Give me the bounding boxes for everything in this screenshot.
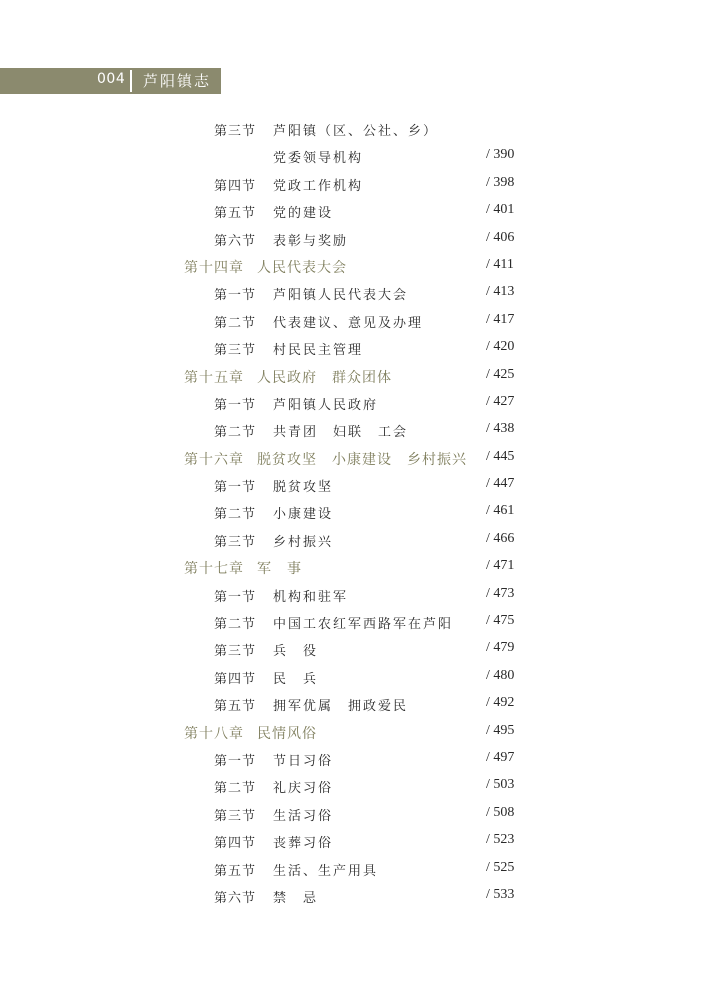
toc-section-row [0, 144, 711, 171]
page-reference: / 406 [486, 229, 515, 245]
chapter-title: 人民代表大会 [257, 259, 347, 276]
page-reference: / 473 [486, 585, 515, 601]
section-number: 第三节 [214, 808, 257, 824]
toc-section-row [0, 857, 711, 884]
section-title: 脱贫攻坚 [273, 480, 334, 496]
page-reference: / 475 [486, 613, 515, 629]
toc-chapter-row [0, 254, 711, 281]
toc-chapter-row [0, 720, 711, 747]
section-title: 节日习俗 [273, 753, 334, 769]
page-reference: / 525 [486, 859, 515, 875]
header-page-number: 004 [97, 71, 126, 87]
toc-section-row [0, 829, 711, 856]
chapter-number: 第十八章 [184, 725, 244, 742]
toc-section-row [0, 610, 711, 637]
toc-section-row [0, 802, 711, 829]
toc-section-row [0, 336, 711, 363]
toc-section-row [0, 665, 711, 692]
section-title: 兵 役 [273, 644, 319, 660]
section-title: 生活习俗 [273, 808, 334, 824]
chapter-number: 第十七章 [184, 561, 244, 578]
header-divider [130, 70, 132, 92]
toc-section-row [0, 747, 711, 774]
page-reference: / 466 [486, 530, 515, 546]
section-title: 生活、生产用具 [273, 863, 379, 879]
section-title: 机构和驻军 [273, 589, 349, 605]
section-title: 丧葬习俗 [273, 836, 334, 852]
page-reference: / 411 [486, 256, 514, 272]
toc-section-row [0, 473, 711, 500]
page-reference: / 497 [486, 749, 515, 765]
section-title: 共青团 妇联 工会 [273, 425, 409, 441]
toc-chapter-row [0, 364, 711, 391]
section-number: 第四节 [214, 178, 257, 194]
toc-chapter-row [0, 446, 711, 473]
section-title: 民 兵 [273, 671, 319, 687]
toc-section-row [0, 309, 711, 336]
toc-section-row [0, 774, 711, 801]
section-title: 乡村振兴 [273, 534, 334, 550]
section-number: 第五节 [214, 863, 257, 879]
page-reference: / 508 [486, 804, 515, 820]
section-number: 第一节 [214, 589, 257, 605]
header-book-title: 芦阳镇志 [143, 72, 212, 90]
toc-section-row [0, 227, 711, 254]
section-number: 第二节 [214, 425, 257, 441]
section-title: 表彰与奖励 [273, 233, 349, 249]
page-reference: / 413 [486, 284, 515, 300]
section-title: 芦阳镇人民政府 [273, 397, 379, 413]
section-number: 第六节 [214, 890, 257, 906]
page-reference: / 447 [486, 476, 515, 492]
chapter-title: 脱贫攻坚 小康建设 乡村振兴 [257, 451, 467, 468]
section-title: 代表建议、意见及办理 [273, 315, 424, 331]
section-number: 第一节 [214, 288, 257, 304]
chapter-number: 第十五章 [184, 369, 244, 386]
section-number: 第三节 [214, 343, 257, 359]
page-reference: / 390 [486, 147, 515, 163]
section-number: 第二节 [214, 315, 257, 331]
section-title: 党政工作机构 [273, 178, 364, 194]
chapter-number: 第十四章 [184, 259, 244, 276]
toc-section-row [0, 391, 711, 418]
section-number: 第四节 [214, 836, 257, 852]
toc-section-row [0, 528, 711, 555]
section-number: 第二节 [214, 507, 257, 523]
page-reference: / 398 [486, 174, 515, 190]
chapter-number: 第十六章 [184, 451, 244, 468]
section-number: 第五节 [214, 699, 257, 715]
section-title: 村民民主管理 [273, 343, 364, 359]
toc-section-row [0, 637, 711, 664]
toc-section-row [0, 692, 711, 719]
page-reference: / 480 [486, 667, 515, 683]
chapter-title: 民情风俗 [257, 725, 317, 742]
page-reference: / 401 [486, 202, 515, 218]
page-reference: / 471 [486, 558, 515, 574]
page-reference: / 427 [486, 393, 515, 409]
section-number: 第二节 [214, 617, 257, 633]
section-title: 小康建设 [273, 507, 334, 523]
toc-section-row [0, 117, 711, 144]
section-number: 第五节 [214, 206, 257, 222]
section-title: 中国工农红军西路军在芦阳 [273, 617, 454, 633]
section-title: 党的建设 [273, 206, 334, 222]
section-number: 第三节 [214, 124, 257, 139]
section-number: 第四节 [214, 671, 257, 687]
toc-section-row [0, 884, 711, 911]
toc-section-row [0, 199, 711, 226]
page-reference: / 495 [486, 722, 515, 738]
page-reference: / 445 [486, 448, 515, 464]
section-number: 第一节 [214, 397, 257, 413]
toc-chapter-row [0, 555, 711, 582]
toc-section-row [0, 583, 711, 610]
section-number: 第六节 [214, 233, 257, 249]
section-number: 第二节 [214, 781, 257, 797]
toc-section-row [0, 500, 711, 527]
section-number: 第三节 [214, 534, 257, 550]
section-title: 拥军优属 拥政爱民 [273, 699, 409, 715]
table-of-contents [0, 117, 711, 911]
page-reference: / 438 [486, 421, 515, 437]
section-title: 礼庆习俗 [273, 781, 334, 797]
page-reference: / 479 [486, 640, 515, 656]
page-reference: / 420 [486, 339, 515, 355]
section-title: 芦阳镇（区、公社、乡） [273, 124, 439, 139]
chapter-title: 人民政府 群众团体 [257, 369, 392, 386]
page-reference: / 417 [486, 311, 515, 327]
chapter-title: 军 事 [257, 561, 302, 578]
section-number: 第三节 [214, 644, 257, 660]
page-reference: / 523 [486, 832, 515, 848]
toc-section-row [0, 172, 711, 199]
toc-section-row [0, 418, 711, 445]
toc-section-row [0, 281, 711, 308]
page-reference: / 533 [486, 886, 515, 902]
section-title-continuation: 党委领导机构 [273, 151, 364, 167]
section-number: 第一节 [214, 753, 257, 769]
section-title: 芦阳镇人民代表大会 [273, 288, 409, 304]
section-number: 第一节 [214, 480, 257, 496]
section-title: 禁 忌 [273, 890, 319, 906]
page-reference: / 461 [486, 503, 515, 519]
page-reference: / 503 [486, 777, 515, 793]
page-reference: / 492 [486, 695, 515, 711]
page-reference: / 425 [486, 366, 515, 382]
